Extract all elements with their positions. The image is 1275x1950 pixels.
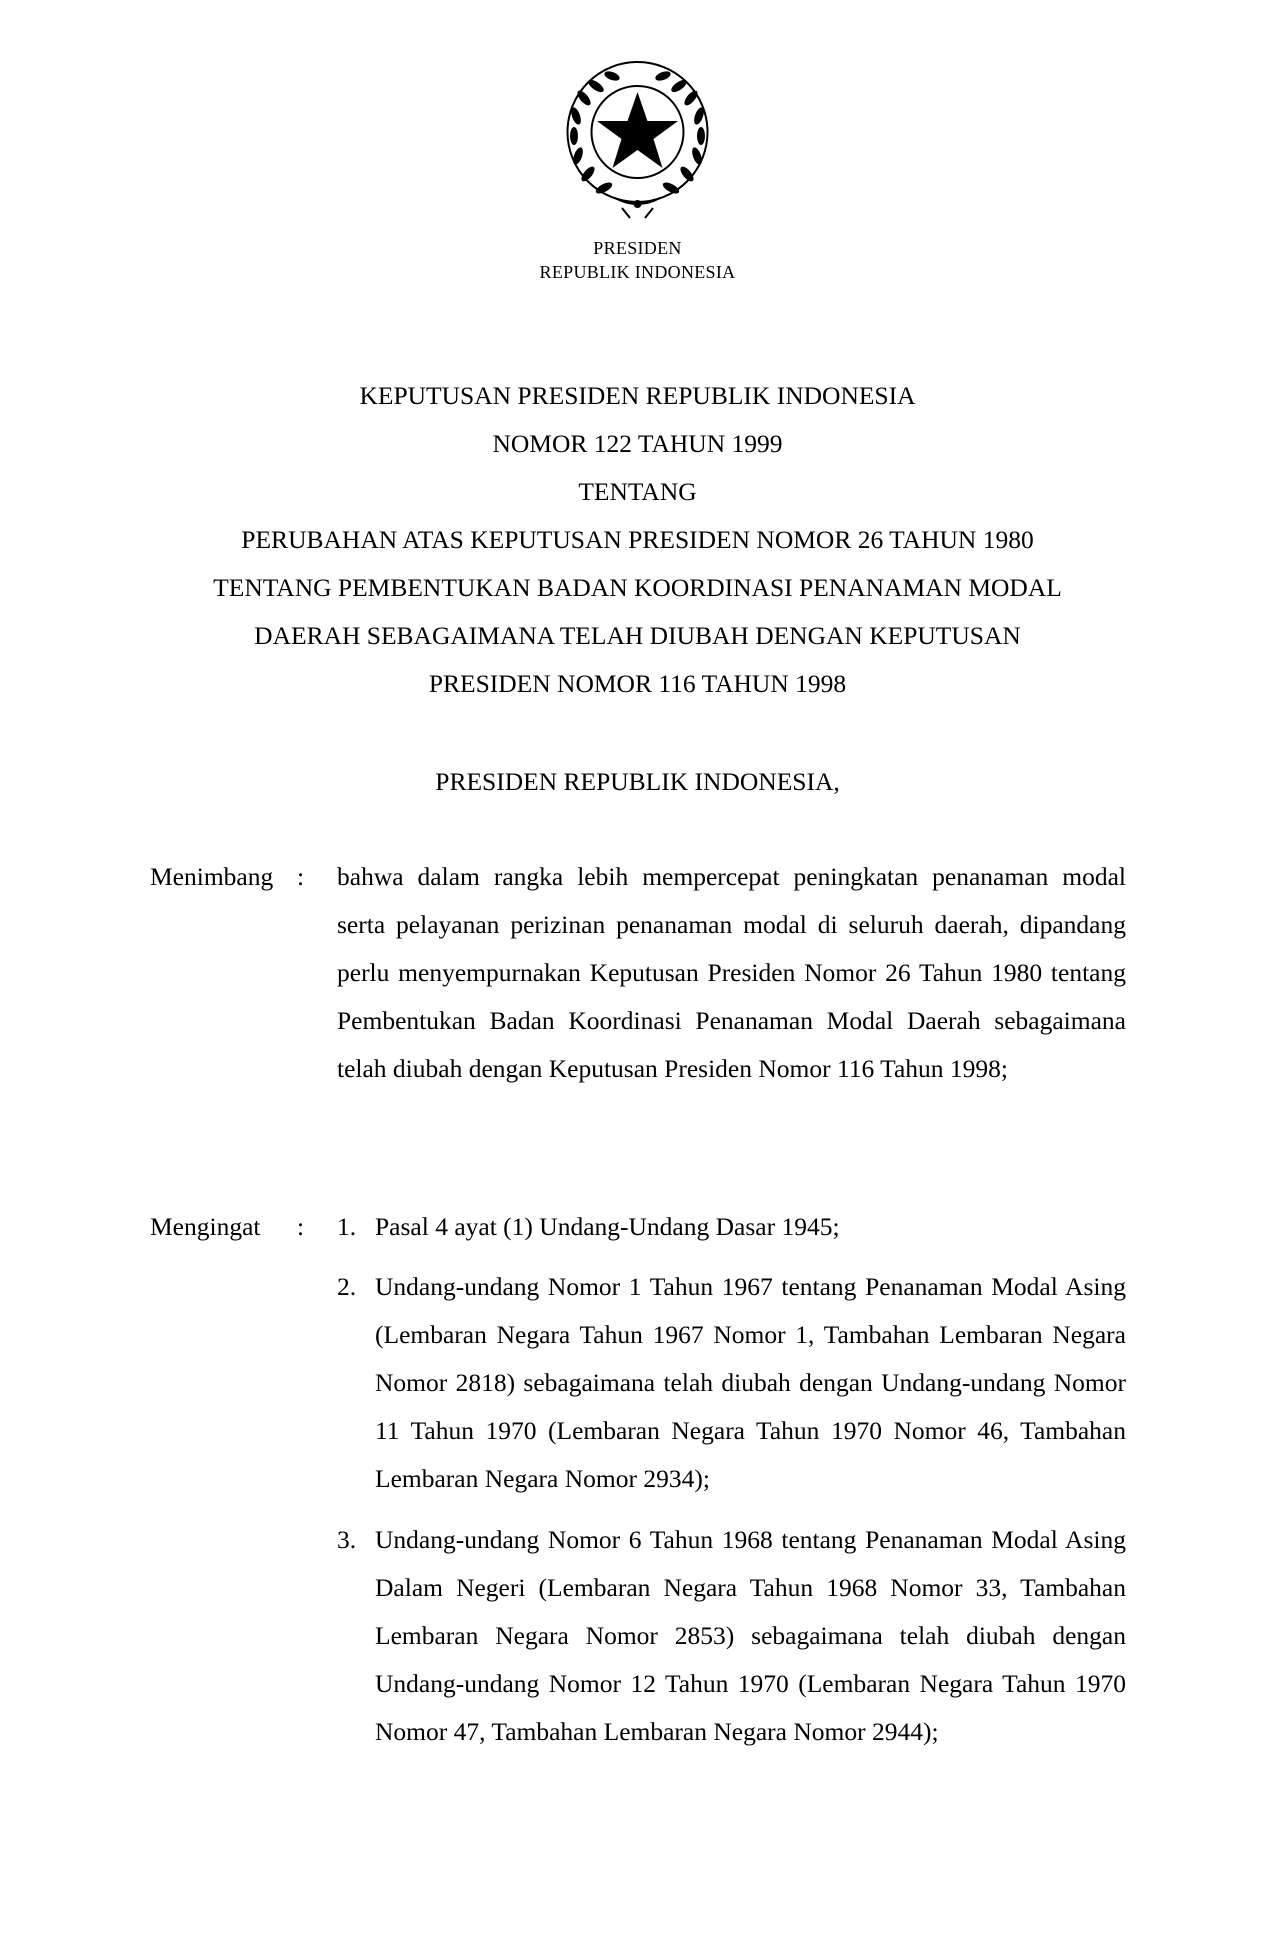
mengingat-item-number: 1. [337,1212,357,1241]
title-line-7: PRESIDEN NOMOR 116 TAHUN 1998 [428,669,847,698]
mengingat-label: Mengingat [150,1212,261,1241]
title-line-5: TENTANG PEMBENTUKAN BADAN KOORDINASI PENANAMAN MODAL [213,573,1062,602]
mengingat-colon: : [297,1212,305,1241]
menimbang-text: bahwa dalam rangka lebih mempercepat peningkatan penanaman modal serta pelayanan perizinan penanaman modal di seluruh daerah, dipandang perlu menyempurnakan Keputusan Presiden Nomor 26 Tahun 1980 tentang Pembentukan Badan Koordinasi Penanaman Modal Daerah sebagaimana telah diubah dengan Keputusan Presiden Nomor 116 Tahun 1998; [337,862,1126,1083]
mengingat-item-number: 3. [337,1525,357,1554]
mengingat-item-text: Undang-undang Nomor 1 Tahun 1967 tentang Penanaman Modal Asing (Lembaran Negara Tahun 1967 Nomor 1, Tambahan Lembaran Negara Nomor 2818) sebagaimana telah diubah dengan Undang-undang Nomor 11 Tahun 1970 (Lembaran Negara Tahun 1970 Nomor 46, Tambahan Lembaran Negara Nomor 2934); [375,1272,1126,1493]
title-line-2: NOMOR 122 TAHUN 1999 [492,429,783,458]
mengingat-item-text: Undang-undang Nomor 6 Tahun 1968 tentang Penanaman Modal Asing Dalam Negeri (Lembaran Negara Tahun 1968 Nomor 33, Tambahan Lembaran Negara Nomor 2853) sebagaimana telah diubah dengan Undang-undang Nomor 12 Tahun 1970 (Lembaran Negara Tahun 1970 Nomor 47, Tambahan Lembaran Negara Nomor 2944); [375,1525,1126,1746]
mengingat-item-number: 2. [337,1272,357,1301]
garuda-star-emblem-icon [560,58,715,223]
menimbang-colon: : [297,862,305,891]
title-line-1: KEPUTUSAN PRESIDEN REPUBLIK INDONESIA [359,381,916,410]
issuer-line-2: REPUBLIK INDONESIA [539,262,736,282]
menimbang-label: Menimbang [150,862,274,891]
issuer-line-1: PRESIDEN [593,238,682,258]
authority-heading: PRESIDEN REPUBLIK INDONESIA, [435,767,840,796]
title-line-6: DAERAH SEBAGAIMANA TELAH DIUBAH DENGAN KEPUTUSAN [254,621,1021,650]
mengingat-item-text: Pasal 4 ayat (1) Undang-Undang Dasar 1945; [375,1212,840,1241]
title-line-4: PERUBAHAN ATAS KEPUTUSAN PRESIDEN NOMOR 26 TAHUN 1980 [241,525,1034,554]
title-line-3: TENTANG [578,477,697,506]
